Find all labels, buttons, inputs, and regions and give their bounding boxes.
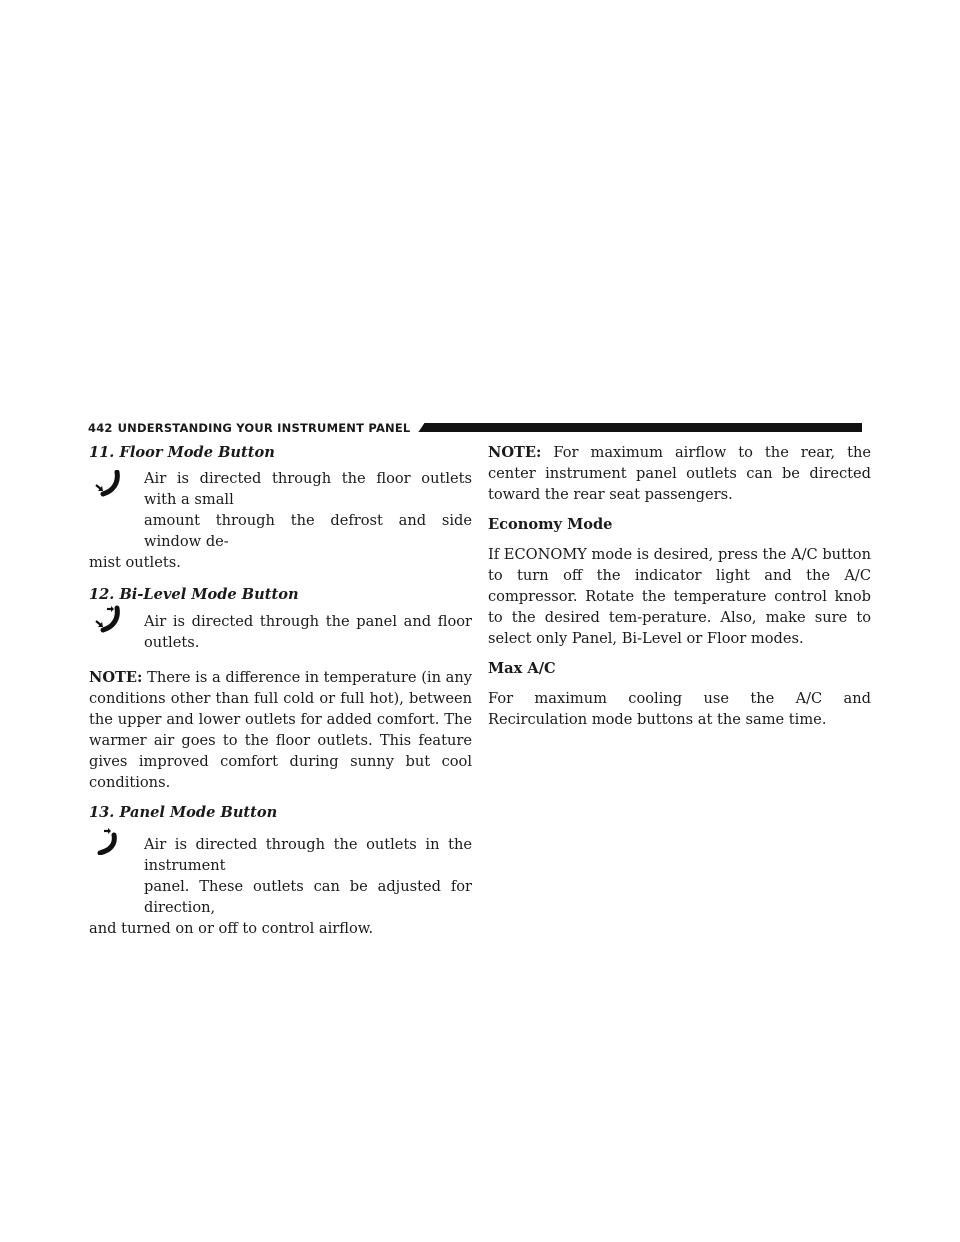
- header-rule: [418, 423, 862, 432]
- panel-mode-line-2: panel. These outlets can be adjusted for direction,: [144, 878, 472, 916]
- section-title: UNDERSTANDING YOUR INSTRUMENT PANEL: [117, 420, 411, 435]
- panel-mode-line-3: and turned on or off to control airflow.: [89, 920, 374, 937]
- economy-mode-text: If ECONOMY mode is desired, press the A/C button to turn off the indicator light and the A/C compressor. Rotate the temperature control knob to the desired tem-perature. Also, make sure to select only Panel, Bi-Level or Floor modes.: [488, 546, 871, 647]
- bi-level-mode-heading: 12. Bi-Level Mode Button: [89, 586, 299, 603]
- right-note-label: NOTE:: [488, 444, 542, 461]
- left-note-text: There is a difference in temperature (in any conditions other than full cold or full hot), between the upper and lower outlets for added comfort. The warmer air goes to the floor outlets. This feature gives improved comfort during sunny but cool conditions.: [89, 669, 473, 791]
- right-note-text: For maximum airflow to the rear, the center instrument panel outlets can be directed toward the rear seat passengers.: [488, 444, 871, 503]
- floor-mode-block: [89, 468, 472, 573]
- panel-mode-heading: 13. Panel Mode Button: [89, 804, 278, 821]
- left-column: [89, 442, 472, 939]
- max-ac-text: For maximum cooling use the A/C and Recirculation mode buttons at the same time.: [488, 690, 871, 728]
- floor-mode-line-1: Air is directed through the floor outlets with a small: [144, 470, 472, 508]
- economy-mode-heading: Economy Mode: [488, 516, 613, 533]
- floor-mode-line-2: amount through the defrost and side window de-: [144, 512, 472, 550]
- max-ac-heading: Max A/C: [488, 660, 556, 677]
- panel-mode-block: [89, 834, 472, 939]
- right-column: [488, 442, 871, 730]
- panel-mode-line-1: Air is directed through the outlets in the instrument: [144, 836, 472, 874]
- left-note-label: NOTE:: [89, 669, 143, 686]
- bi-level-mode-block: [89, 611, 472, 653]
- floor-mode-heading: 11. Floor Mode Button: [89, 444, 275, 461]
- bi-level-mode-line-1: Air is directed through the panel and floor outlets.: [144, 613, 472, 651]
- panel-mode-icon: [95, 825, 125, 855]
- left-note-paragraph: [89, 667, 472, 793]
- floor-mode-line-3: mist outlets.: [89, 554, 181, 571]
- floor-mode-icon: [95, 470, 125, 500]
- bi-level-mode-icon: [95, 605, 125, 635]
- page-number: 442: [88, 420, 113, 435]
- right-note-paragraph: [488, 442, 871, 505]
- page-header: [88, 421, 862, 434]
